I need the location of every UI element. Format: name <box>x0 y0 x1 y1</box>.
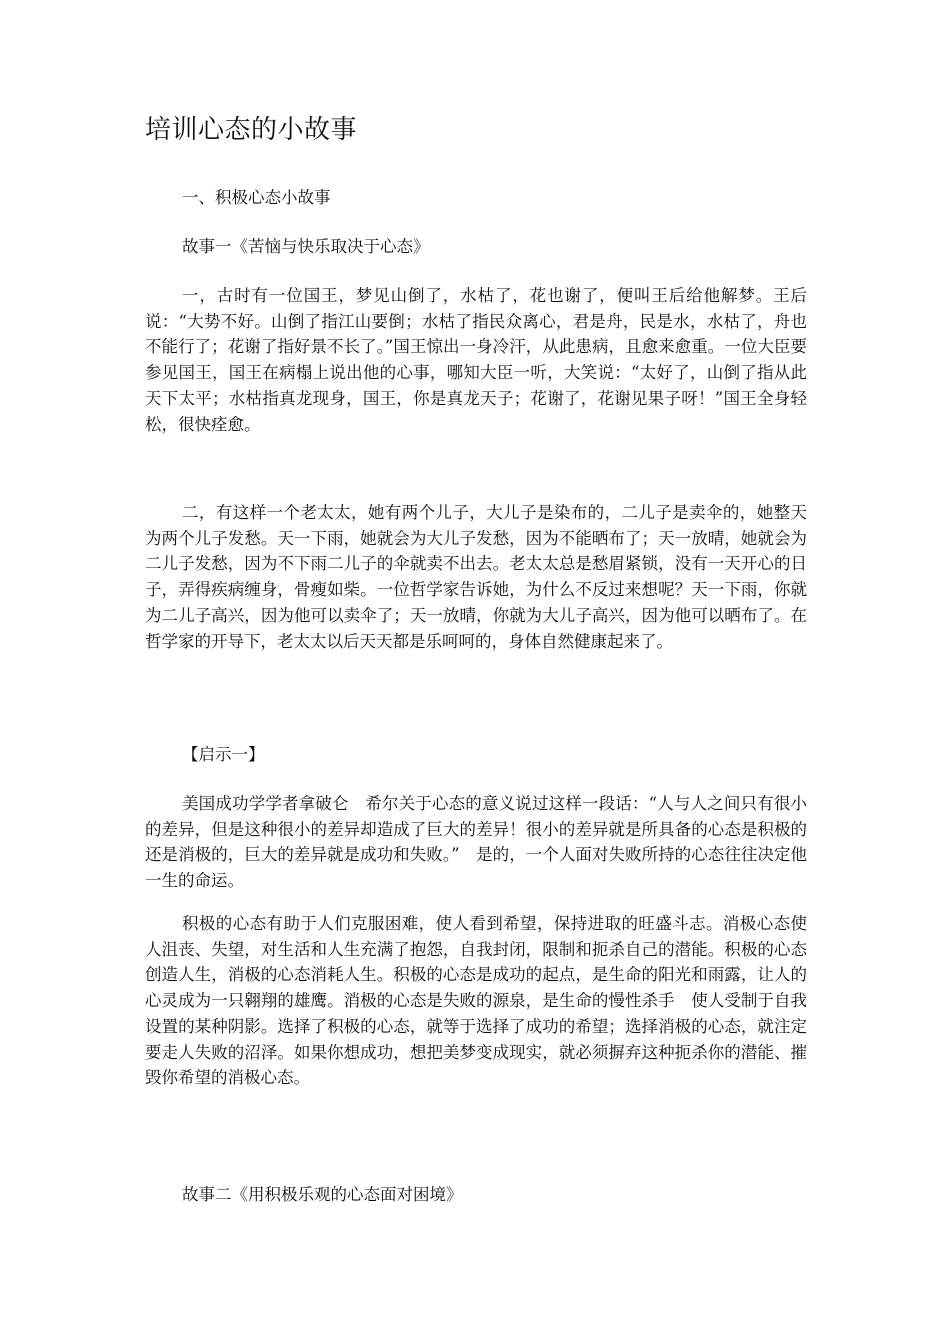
story-paragraph: 二，有这样一个老太太，她有两个儿子，大儿子是染布的，二儿子是卖伞的，她整天为两个儿子发愁。天一下雨，她就会为大儿子发愁，因为不能晒布了；天一放晴，她就会为二儿子发愁，因为不下雨二儿子的伞就卖不出去。老太太总是愁眉紧锁，没有一天开心的日子，弄得疾病缠身，骨瘦如柴。一位哲学家告诉她，为什么不反过来想呢？天一下雨，你就为二儿子高兴，因为他可以卖伞了；天一放晴，你就为大儿子高兴，因为他可以晒布了。在哲学家的开导下，老太太以后天天都是乐呵呵的，身体自然健康起来了。 <box>145 503 807 651</box>
story-paragraph: 一，古时有一位国王，梦见山倒了，水枯了，花也谢了，便叫王后给他解梦。王后说：“大势不好。山倒了指江山要倒；水枯了指民众离心，君是舟，民是水，水枯了，舟也不能行了；花谢了指好景不长了。”国王惊出一身冷汗，从此患病，且愈来愈重。一位大臣要参见国王，国王在病榻上说出他的心事，哪知大臣一听，大笑说：“太好了，山倒了指从此天下太平；水枯指真龙现身，国王，你是真龙天子；花谢了，花谢见果子呀！”国王全身轻松，很快痊愈。 <box>145 286 807 434</box>
insight-paragraph: 积极的心态有助于人们克服困难，使人看到希望，保持进取的旺盛斗志。消极心态使人沮丧、失望，对生活和人生充满了抱怨，自我封闭，限制和扼杀自己的潜能。积极的心态创造人生，消极的心态消耗人生。积极的心态是成功的起点，是生命的阳光和雨露，让人的心灵成为一只翱翔的雄鹰。消极的心态是失败的源泉，是生命的慢性杀手 使人受制于自我设置的某种阴影。选择了积极的心态，就等于选择了成功的希望；选择消极的心态，就注定要走人失败的沼泽。如果你想成功，想把美梦变成现实，就必须摒弃这种扼杀你的潜能、摧毁你希望的消极心态。 <box>145 914 807 1088</box>
section-heading: 一、积极心态小故事 <box>182 188 331 207</box>
story-title: 故事二《用积极乐观的心态面对困境》 <box>182 1185 463 1204</box>
document-title: 培训心态的小故事 <box>145 115 358 145</box>
insight-paragraph: 美国成功学学者拿破仑 希尔关于心态的意义说过这样一段话：“人与人之间只有很小的差异，但是这种很小的差异却造成了巨大的差异！很小的差异就是所具备的心态是积极的还是消极的，巨大的差异就是成功和失败。” 是的，一个人面对失败所持的心态往往决定他一生的命运。 <box>145 794 807 891</box>
insight-heading: 【启示一】 <box>182 745 265 764</box>
story-title: 故事一《苦恼与快乐取决于心态》 <box>182 237 430 256</box>
